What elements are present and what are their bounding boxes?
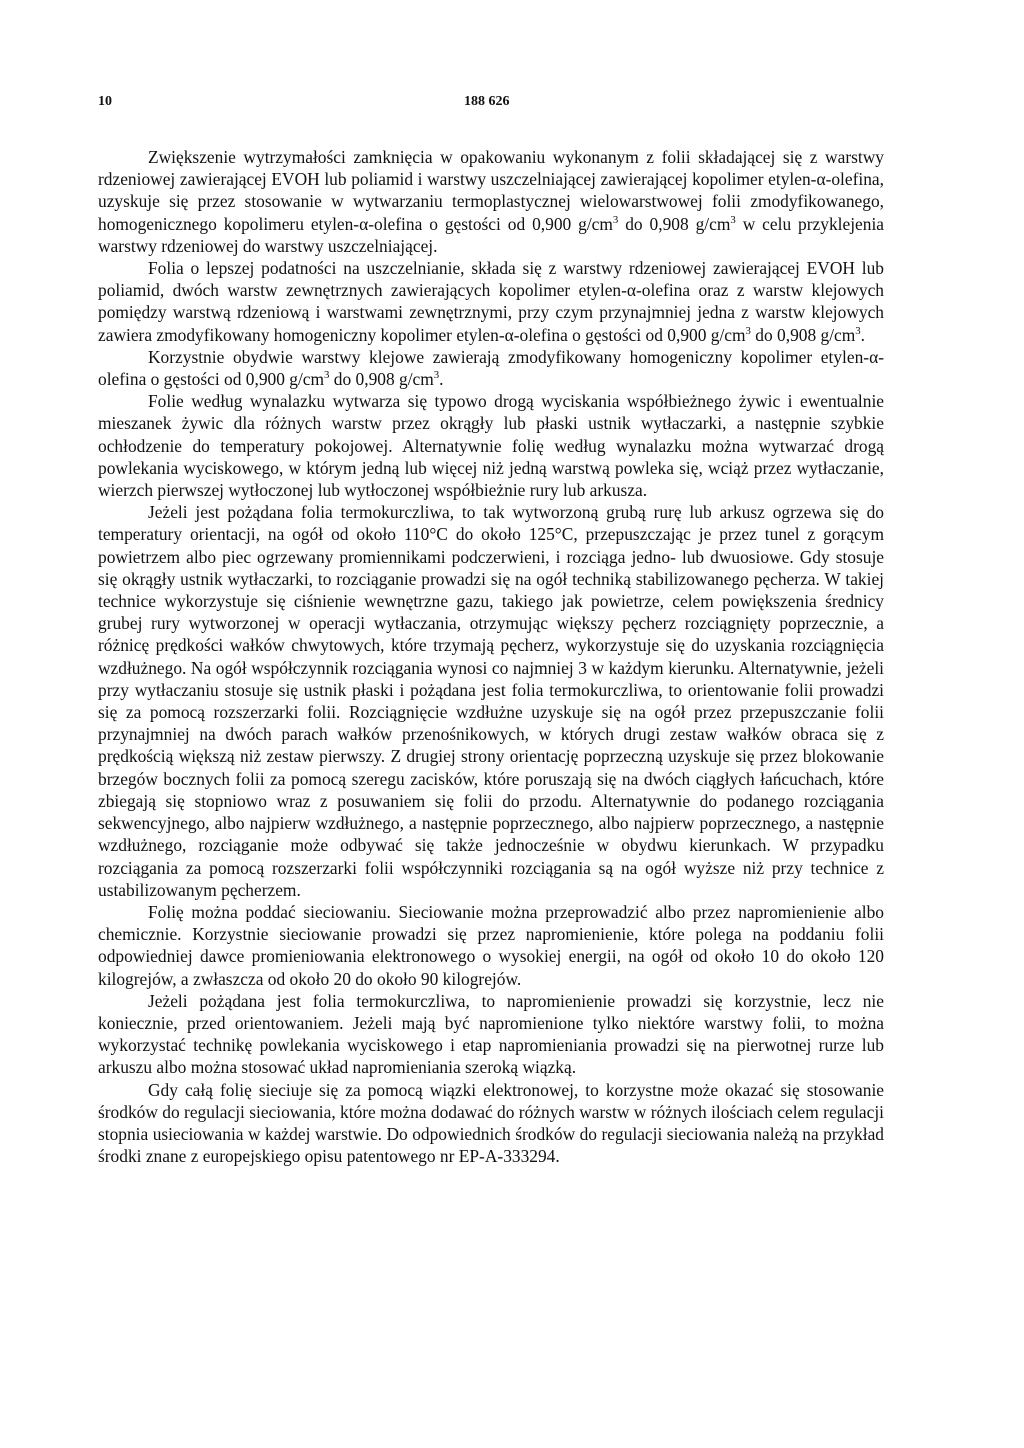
paragraph-sealing-strength: Zwiększenie wytrzymałości zamknięcia w opakowaniu wykonanym z folii składającej się z warstwy rdzeniowej zawierającej EVOH lub poliamid i warstwy uszczelniającej zawierającej kopolimer etylen-α-olefina, uzyskuje się przez stosowanie w wytwarzaniu termoplastycznej wielowarstwowej folii zmodyfikowanego, homogenicznego kopolimeru etylen-α-olefina o gęstości od 0,900 $g/cm^3$ do 0,908 $g/cm^3$ w celu przyklejenia warstwy rdzeniowej do warstwy uszczelniającej. <box>98 147 884 256</box>
paragraph-irradiation: Jeżeli pożądana jest folia termokurczliwa, to napromienienie prowadzi się korzystnie, lecz nie koniecznie, przed orientowaniem. Jeżeli mają być napromienione tylko niektóre warstwy folii, to można wykorzystać technikę powlekania wyciskowego i etap napromieniania prowadzi się na pierwotnej rurze lub arkuszu albo można stosować układ napromieniania szeroką wiązką. <box>98 990 884 1078</box>
paragraph-coextrusion: Folie według wynalazku wytwarza się typowo drogą wyciskania współbieżnego żywic i ewentualnie mieszanek żywic dla różnych warstw przez okrągły lub płaski ustnik wytłaczarki, a następnie szybkie ochłodzenie do temperatury pokojowej. Alternatywnie folię według wynalazku można wytwarzać drogą powlekania wyciskowego, w którym jedną lub więcej niż jedną warstwą powleka się, wciąż przez wytłaczanie, wierzch pierwszej wytłoczonej lub wytłoczonej współbieżnie rury lub arkusza. <box>98 391 884 501</box>
paragraph-crosslinking: Folię można poddać sieciowaniu. Sieciowanie można przeprowadzić albo przez napromienienie albo chemicznie. Korzystnie sieciowanie prowadzi się przez napromienienie, które polega na poddaniu folii odpowiedniej dawce promieniowania elektronowego o wysokiej energii, na ogół od około 10 do około 120 kilogrejów, a zwłaszcza od około 20 do około 90 kilogrejów. <box>98 901 884 989</box>
paragraph-adhesive-layers: Korzystnie obydwie warstwy klejowe zawierają zmodyfikowany homogeniczny kopolimer etylen-α-olefina o gęstości od 0,900 $g/cm^3$ do 0,908 $g/cm^3$. <box>98 346 884 390</box>
document-page <box>98 94 884 1167</box>
page-number: 10 <box>98 94 112 109</box>
page-header <box>98 94 884 124</box>
paragraph-crosslink-control: Gdy całą folię sieciuje się za pomocą wiązki elektronowej, to korzystne może okazać się stosowanie środków do regulacji sieciowania, które można dodawać do różnych warstw w różnych ilościach celem regulacji stopnia usieciowania w każdej warstwie. Do odpowiednich środków do regulacji sieciowania należą na przykład środki znane z europejskiego opisu patentowego nr EP-A-333294. <box>98 1079 884 1167</box>
patent-number: 188 626 <box>464 94 510 109</box>
paragraph-film-structure: Folia o lepszej podatności na uszczelnianie, składa się z warstwy rdzeniowej zawierającej EVOH lub poliamid, dwóch warstw zewnętrznych zawierających kopolimer etylen-α-olefina oraz z warstw klejowych pomiędzy warstwą rdzeniową i warstwami zewnętrznymi, przy czym przynajmniej jedna z warstw klejowych zawiera zmodyfikowany homogeniczny kopolimer etylen-α-olefina o gęstości od 0,900 $g/cm^3$ do 0,908 $g/cm^3$. <box>98 258 884 345</box>
paragraph-heat-shrink-orientation: Jeżeli jest pożądana folia termokurczliwa, to tak wytworzoną grubą rurę lub arkusz ogrzewa się do temperatury orientacji, na ogół od około 110°C do około 125°C, przepuszczając je przez tunel z gorącym powietrzem albo piec ogrzewany promiennikami podczerwieni, i rozciąga jedno- lub dwuosiowe. Gdy stosuje się okrągły ustnik wytłaczarki, to rozciąganie prowadzi się na ogół techniką stabilizowanego pęcherza. W takiej technice wykorzystuje się ciśnienie wewnętrzne gazu, takiego jak powietrze, celem powiększenia średnicy grubej rury wytworzonej w operacji wytłaczania, otrzymując większy pęcherz rozciągnięty poprzecznie, a różnicę prędkości wałków chwytowych, które trzymają pęcherz, wykorzystuje się do uzyskania rozciągnięcia wzdłużnego. Na ogół współczynnik rozciągania wynosi co najmniej 3 w każdym kierunku. Alternatywnie, jeżeli przy wytłaczaniu stosuje się ustnik płaski i pożądana jest folia termokurczliwa, to orientowanie folii prowadzi się za pomocą rozszerzarki folii. Rozciągnięcie wzdłużne uzyskuje się na ogół przez przepuszczanie folii przynajmniej na dwóch parach wałków przenośnikowych, w których drugi zestaw wałków obraca się z prędkością większą niż zestaw pierwszy. Z drugiej strony orientację poprzeczną uzyskuje się przez blokowanie brzegów bocznych folii za pomocą szeregu zacisków, które poruszają się na dwóch ciągłych łańcuchach, które zbiegają się stopniowo wraz z posuwaniem się folii do przodu. Alternatywnie do podanego rozciągania sekwencyjnego, albo najpierw wzdłużnego, a następnie poprzecznego, albo najpierw poprzecznego, a następnie wzdłużnego, rozciąganie może odbywać się także jednocześnie w obydwu kierunkach. W przypadku rozciągania za pomocą rozszerzarki folii współczynniki rozciągania są na ogół wyższe niż przy technice z ustabilizowanym pęcherzem. <box>98 502 884 900</box>
document-body <box>98 146 884 1167</box>
